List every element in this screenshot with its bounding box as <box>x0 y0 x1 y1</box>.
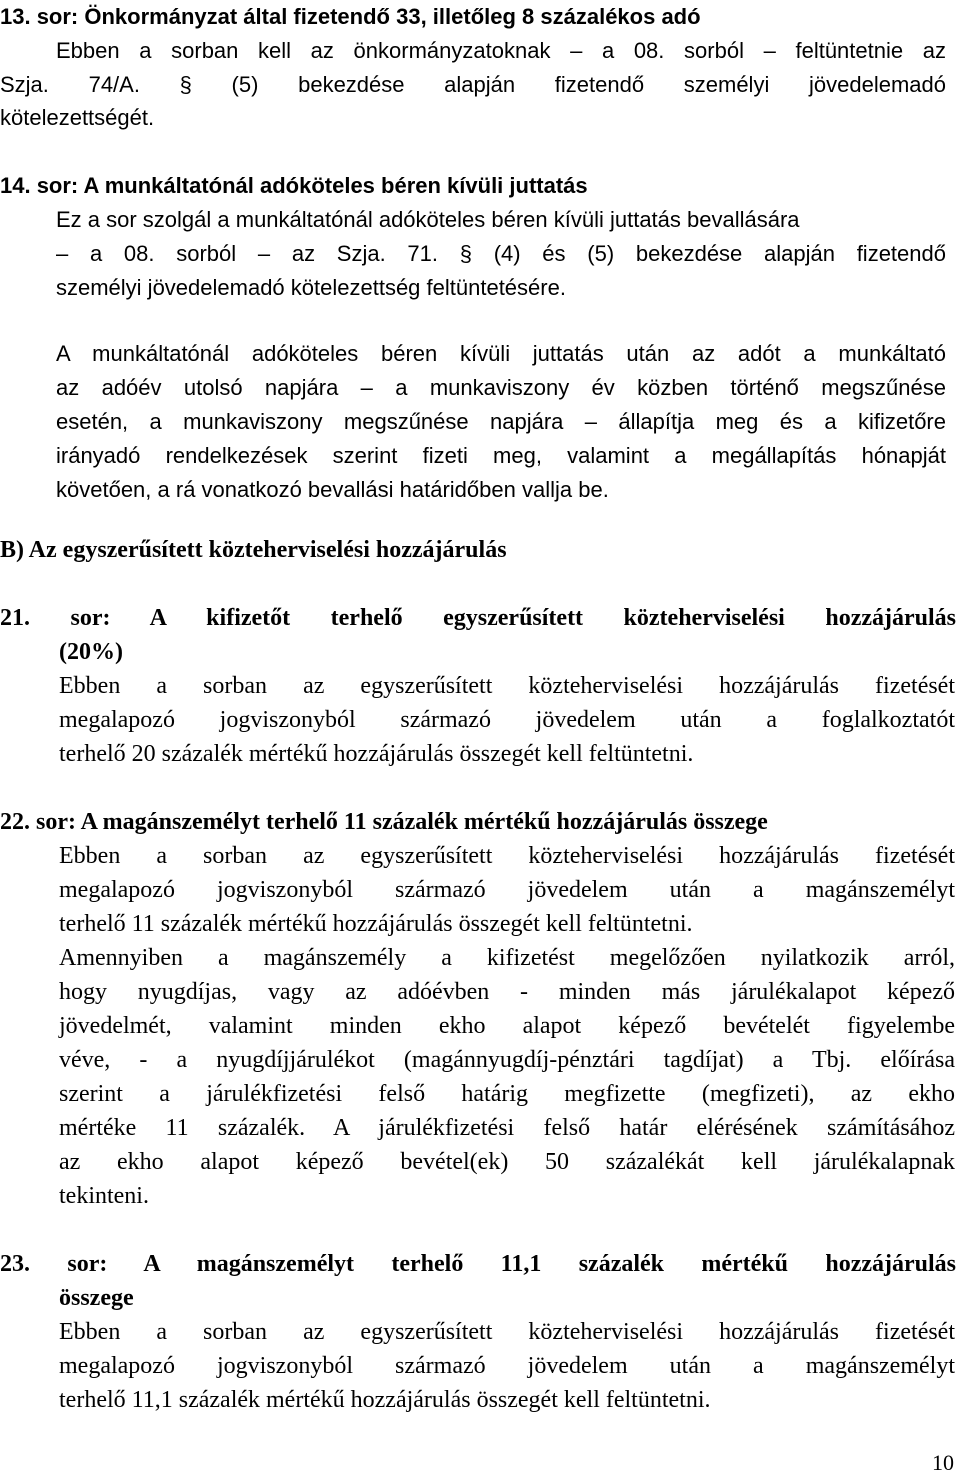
section-22-line: megalapozó jogviszonyból származó jövedelem után a magánszemélyt <box>59 877 955 903</box>
section-23-line: megalapozó jogviszonyból származó jövedelem után a magánszemélyt <box>59 1353 955 1379</box>
section-22-line: mértéke 11 százalék. A járulékfizetési felső határ elérésének számításához <box>59 1115 955 1141</box>
section-14-paragraph-line: esetén, a munkaviszony megszűnése napjára – állapítja meg és a kifizetőre <box>56 409 946 434</box>
section-22-line: terhelő 11 százalék mértékű hozzájárulás összegét kell feltüntetni. <box>59 911 693 937</box>
section-22-line: tekinteni. <box>59 1183 149 1209</box>
section-21-line: terhelő 20 százalék mértékű hozzájárulás összegét kell feltüntetni. <box>59 741 694 767</box>
section-b-heading: B) Az egyszerűsített közteherviselési hozzájárulás <box>0 537 507 563</box>
page-number: 10 <box>932 1450 954 1475</box>
section-22-line: hogy nyugdíjas, vagy az adóévben - minden más járulékalapot képező <box>59 979 955 1005</box>
section-23-heading: 23. sor: A magánszemélyt terhelő 11,1 százalék mértékű hozzájárulás <box>0 1251 956 1277</box>
section-23-line: terhelő 11,1 százalék mértékű hozzájárulás összegét kell feltüntetni. <box>59 1387 711 1413</box>
section-22-heading: 22. sor: A magánszemélyt terhelő 11 százalék mértékű hozzájárulás összege <box>0 809 768 835</box>
section-23-heading-cont: összege <box>59 1285 134 1311</box>
section-23-line: Ebben a sorban az egyszerűsített közteherviselési hozzájárulás fizetését <box>59 1319 955 1345</box>
section-22-line: Amennyiben a magánszemély a kifizetést megelőzően nyilatkozik arról, <box>59 945 955 971</box>
section-13-line: Szja. 74/A. § (5) bekezdése alapján fizetendő személyi jövedelemadó <box>0 72 946 97</box>
section-21-heading-cont: (20%) <box>59 639 123 665</box>
section-14-line: Ez a sor szolgál a munkáltatónál adóköteles béren kívüli juttatás bevallására <box>56 207 800 232</box>
section-14-paragraph-line: az adóév utolsó napjára – a munkaviszony év közben történő megszűnése <box>56 375 946 400</box>
section-22-line: szerint a járulékfizetési felső határig megfizette (megfizeti), az ekho <box>59 1081 955 1107</box>
section-14-paragraph-line: A munkáltatónál adóköteles béren kívüli juttatás után az adót a munkáltató <box>56 341 946 366</box>
section-22-line: az ekho alapot képező bevétel(ek) 50 százalékát kell járulékalapnak <box>59 1149 955 1175</box>
section-14-line: személyi jövedelemadó kötelezettség feltüntetésére. <box>56 275 566 300</box>
section-13-line: kötelezettségét. <box>0 105 155 130</box>
section-22-line: véve, - a nyugdíjjárulékot (magánnyugdíj-pénztári tagdíjat) a Tbj. előírása <box>59 1047 955 1073</box>
section-22-line: Ebben a sorban az egyszerűsített közteherviselési hozzájárulás fizetését <box>59 843 955 869</box>
section-21-line: megalapozó jogviszonyból származó jövedelem után a foglalkoztatót <box>59 707 955 733</box>
section-21-heading: 21. sor: A kifizetőt terhelő egyszerűsített közteherviselési hozzájárulás <box>0 605 956 631</box>
section-14-paragraph-line: követően, a rá vonatkozó bevallási határidőben vallja be. <box>56 477 609 502</box>
section-22-line: jövedelmét, valamint minden ekho alapot képező bevételét figyelembe <box>59 1013 955 1039</box>
section-14-heading: 14. sor: A munkáltatónál adóköteles béren kívüli juttatás <box>0 173 588 198</box>
section-13-heading: 13. sor: Önkormányzat által fizetendő 33, illetőleg 8 százalékos adó <box>0 4 701 29</box>
section-21-line: Ebben a sorban az egyszerűsített közteherviselési hozzájárulás fizetését <box>59 673 955 699</box>
section-14-paragraph-line: irányadó rendelkezések szerint fizeti meg, valamint a megállapítás hónapját <box>56 443 946 468</box>
section-14-line: – a 08. sorból – az Szja. 71. § (4) és (5) bekezdése alapján fizetendő <box>56 241 946 266</box>
section-13-line: Ebben a sorban kell az önkormányzatoknak – a 08. sorból – feltüntetnie az <box>56 38 946 63</box>
